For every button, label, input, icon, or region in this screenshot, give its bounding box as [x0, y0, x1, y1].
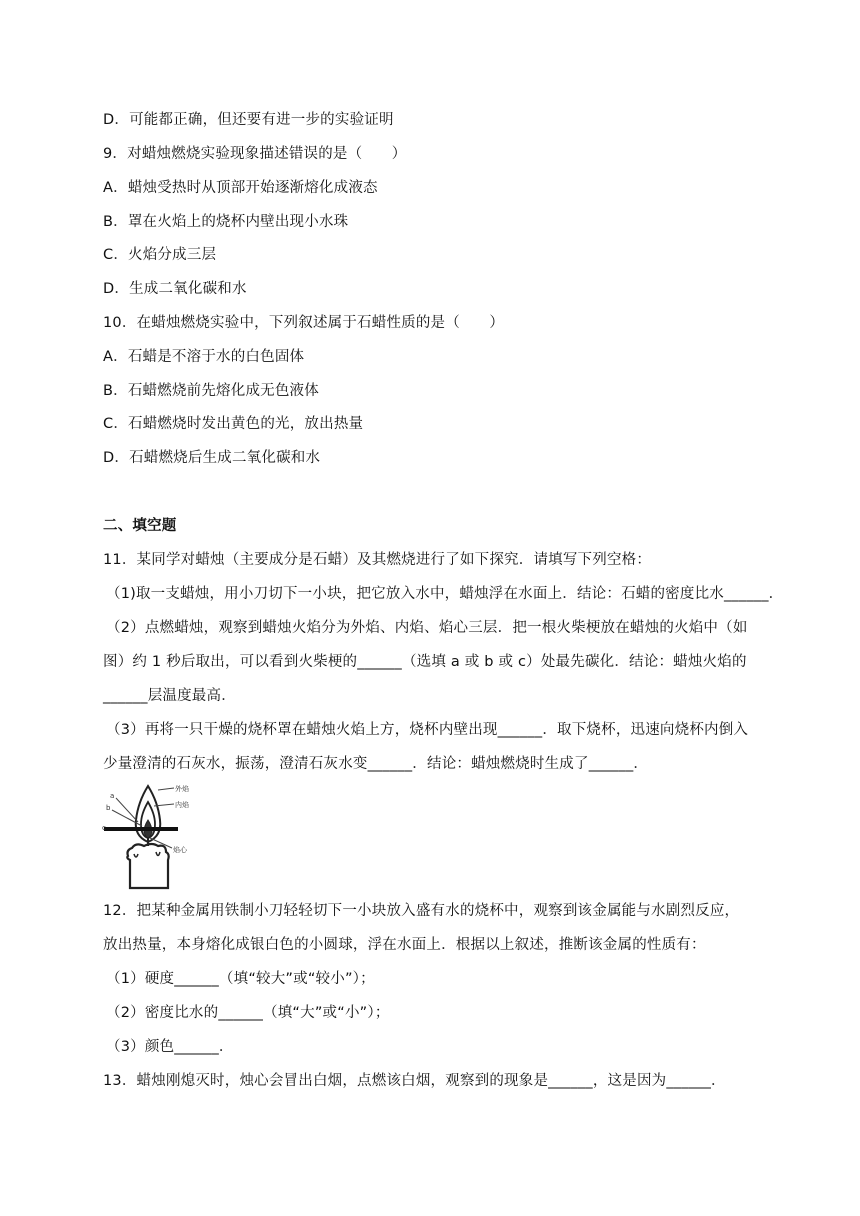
option-c-q9: C．火焰分成三层 [103, 247, 217, 263]
q11-part-2-cont: 图）约 1 秒后取出，可以看到火柴梗的______（选填 a 或 b 或 c）处最先碳化．结论：蜡烛火焰的 [103, 654, 747, 670]
question-10: 10．在蜡烛燃烧实验中，下列叙述属于石蜡性质的是（ ） [103, 315, 505, 331]
option-b-q10: B．石蜡燃烧前先熔化成无色液体 [103, 383, 319, 399]
section-heading: 二、填空题 [103, 518, 177, 534]
option-b-q9: B．罩在火焰上的烧杯内壁出现小水珠 [103, 214, 349, 230]
option-d-q10: D．石蜡燃烧后生成二氧化碳和水 [103, 450, 321, 466]
question-9: 9．对蜡烛燃烧实验现象描述错误的是（ ） [103, 146, 407, 162]
question-12: 12．把某种金属用铁制小刀轻轻切下一小块放入盛有水的烧杯中，观察到该金属能与水剧烈反应， [103, 903, 740, 919]
question-12-cont: 放出热量，本身熔化成银白色的小圆球，浮在水面上．根据以上叙述，推断该金属的性质有： [103, 937, 706, 953]
q12-part-3: （3）颜色______． [106, 1039, 234, 1055]
label-b: b [106, 804, 111, 812]
label-flame-core: 焰心 [173, 846, 187, 854]
option-c-q10: C．石蜡燃烧时发出黄色的光，放出热量 [103, 416, 364, 432]
label-outer-flame: 外焰 [175, 785, 189, 793]
label-inner-flame: 内焰 [175, 801, 189, 809]
q11-part-2-cont2: ______层温度最高． [103, 688, 236, 704]
q11-part-1: （1)取一支蜡烛，用小刀切下一小块，把它放入水中，蜡烛浮在水面上．结论：石蜡的密度比水______． [106, 586, 784, 602]
option-a-q10: A．石蜡是不溶于水的白色固体 [103, 349, 305, 365]
question-11: 11．某同学对蜡烛（主要成分是石蜡）及其燃烧进行了如下探究．请填写下列空格： [103, 552, 652, 568]
candle-flame-figure [100, 780, 196, 892]
q11-part-2: （2）点燃蜡烛，观察到蜡烛火焰分为外焰、内焰、焰心三层．把一根火柴梗放在蜡烛的火焰中（如 [106, 620, 748, 636]
option-a-q9: A．蜡烛受热时从顶部开始逐渐熔化成液态 [103, 180, 378, 196]
question-13: 13．蜡烛刚熄灭时，烛心会冒出白烟，点燃该白烟，观察到的现象是______，这是因为______． [103, 1073, 726, 1089]
label-a: a [110, 792, 115, 800]
q12-part-2: （2）密度比水的______（填“大”或“小”）； [106, 1005, 390, 1021]
label-c: c [102, 824, 106, 832]
q11-part-3: （3）再将一只干燥的烧杯罩在蜡烛火焰上方，烧杯内壁出现______．取下烧杯，迅速向烧杯内倒入 [106, 722, 749, 738]
q12-part-1: （1）硬度______（填“较大”或“较小”）； [106, 971, 375, 987]
option-d-q8: D．可能都正确，但还要有进一步的实验证明 [103, 112, 394, 128]
q11-part-3-cont: 少量澄清的石灰水，振荡，澄清石灰水变______．结论：蜡烛燃烧时生成了______． [103, 756, 649, 772]
option-d-q9: D．生成二氧化碳和水 [103, 281, 247, 297]
